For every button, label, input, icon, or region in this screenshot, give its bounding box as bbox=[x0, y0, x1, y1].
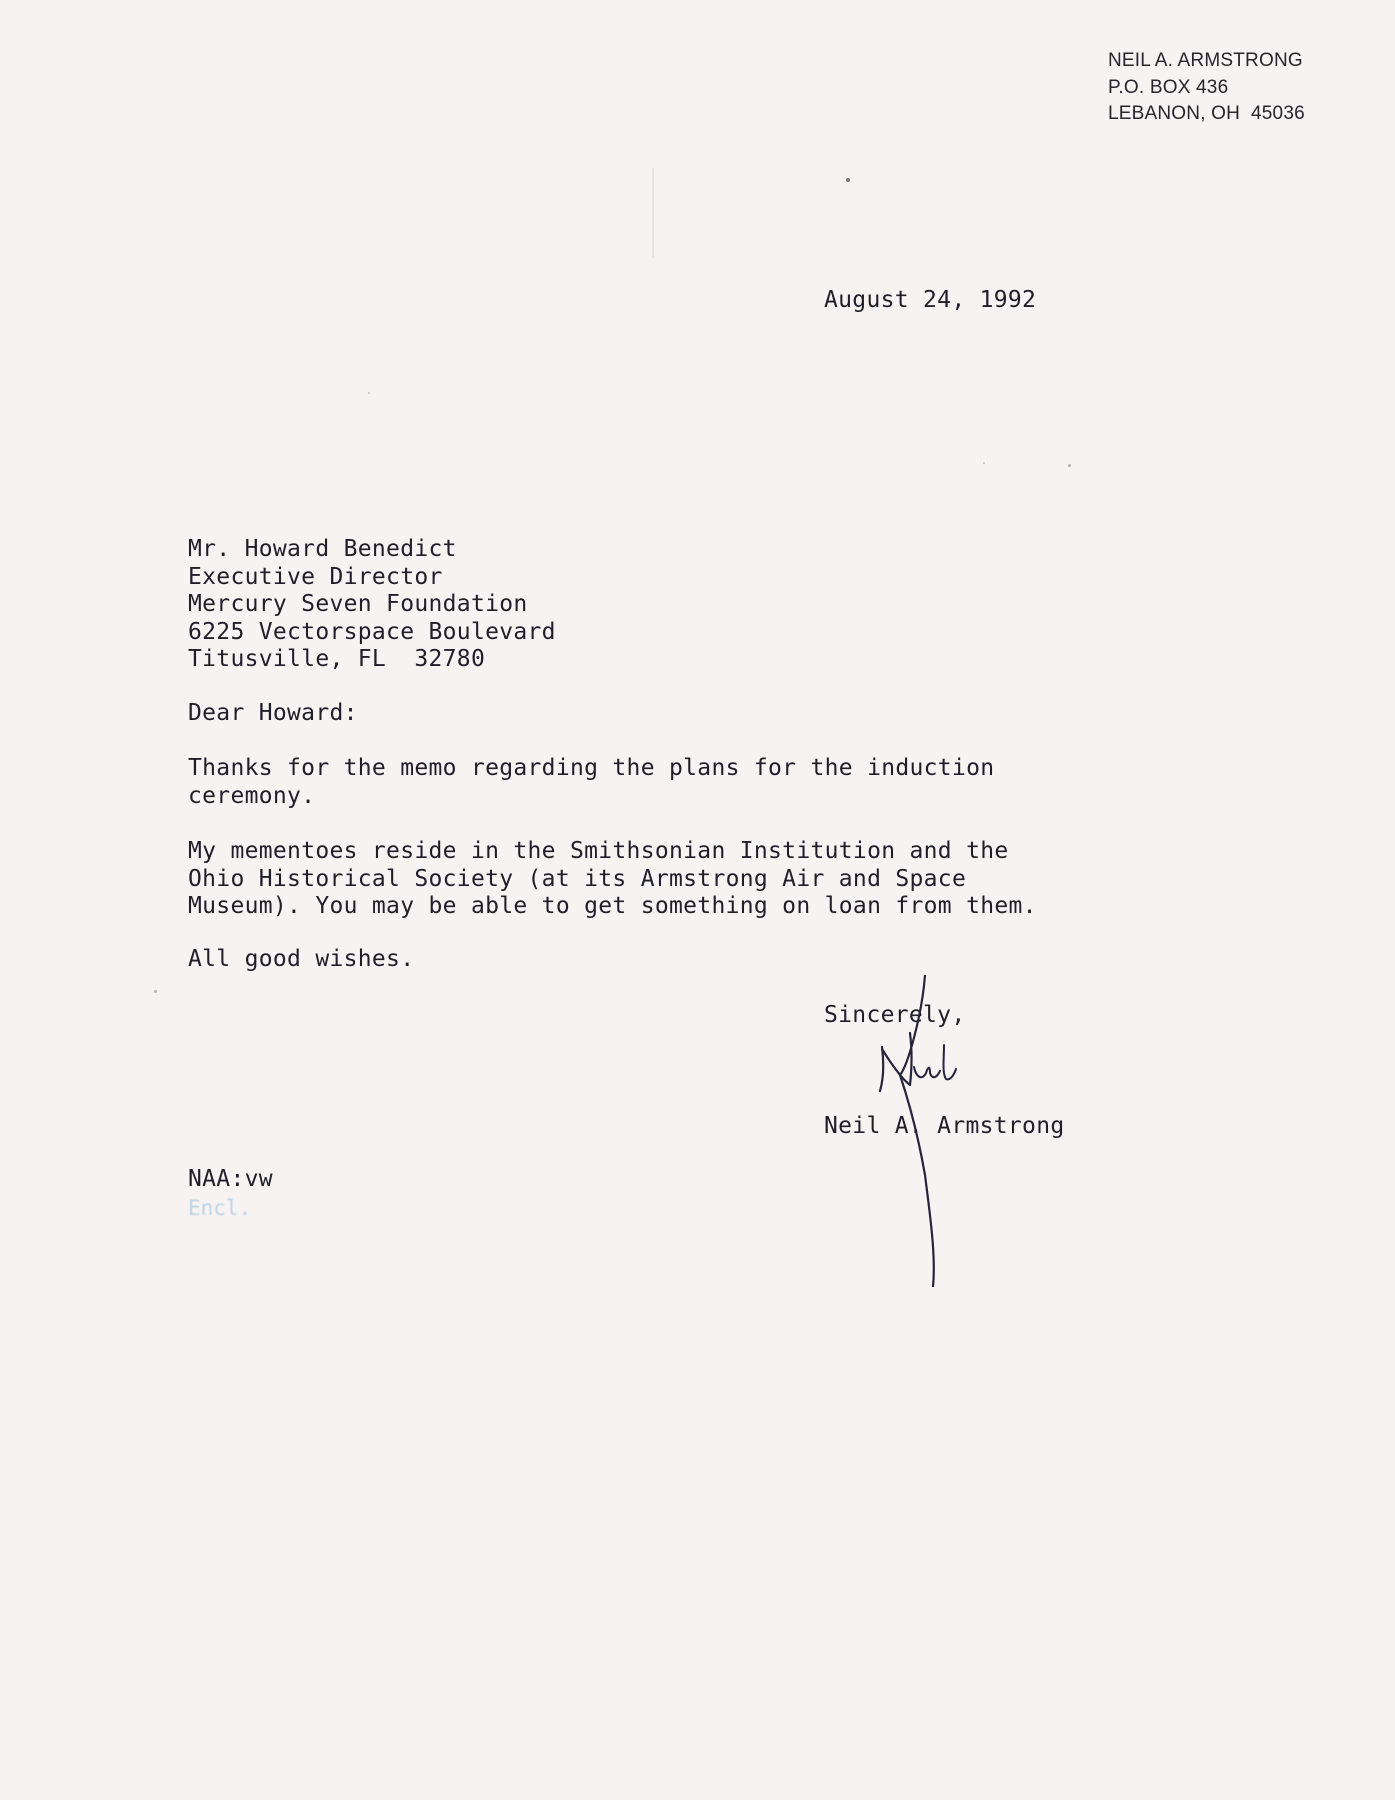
paper-speck bbox=[368, 392, 370, 394]
paper-speck bbox=[846, 178, 850, 182]
recipient-street: 6225 Vectorspace Boulevard bbox=[188, 618, 556, 645]
paragraph-1-line-2: ceremony. bbox=[188, 782, 316, 809]
closing: Sincerely, bbox=[824, 1002, 966, 1028]
paper-speck bbox=[983, 462, 985, 464]
recipient-address bbox=[188, 536, 556, 674]
paragraph-1 bbox=[188, 755, 994, 810]
recipient-title: Executive Director bbox=[188, 563, 443, 590]
recipient-name: Mr. Howard Benedict bbox=[188, 536, 457, 562]
letterhead-name: NEIL A. ARMSTRONG bbox=[1108, 50, 1303, 71]
typist-initials: NAA:vw bbox=[188, 1166, 273, 1192]
handwritten-signature bbox=[870, 975, 990, 1287]
recipient-city: Titusville, FL 32780 bbox=[188, 646, 486, 672]
letterhead bbox=[1108, 48, 1305, 128]
paragraph-1-line-1: Thanks for the memo regarding the plans for the induction bbox=[188, 755, 995, 781]
closing-wish: All good wishes. bbox=[188, 946, 415, 972]
paragraph-2-line-2: Ohio Historical Society (at its Armstrong Air and Space bbox=[188, 865, 967, 892]
paragraph-2-line-1: My mementoes reside in the Smithsonian Institution and the bbox=[188, 838, 1009, 864]
paragraph-2 bbox=[188, 838, 1037, 921]
letterhead-city-state-zip: LEBANON, OH 45036 bbox=[1108, 103, 1305, 124]
salutation: Dear Howard: bbox=[188, 700, 358, 726]
enclosure-notation: Encl. bbox=[188, 1196, 252, 1220]
paper-speck bbox=[1068, 464, 1071, 467]
recipient-organization: Mercury Seven Foundation bbox=[188, 591, 528, 617]
paragraph-2-line-3: Museum). You may be able to get something on loan from them. bbox=[188, 893, 1037, 919]
letter-date: August 24, 1992 bbox=[824, 287, 1037, 313]
letterhead-po-box: P.O. BOX 436 bbox=[1108, 76, 1229, 98]
paper-speck bbox=[154, 990, 157, 993]
signer-name: Neil A. Armstrong bbox=[824, 1113, 1065, 1139]
paper-fold-mark bbox=[652, 168, 654, 258]
